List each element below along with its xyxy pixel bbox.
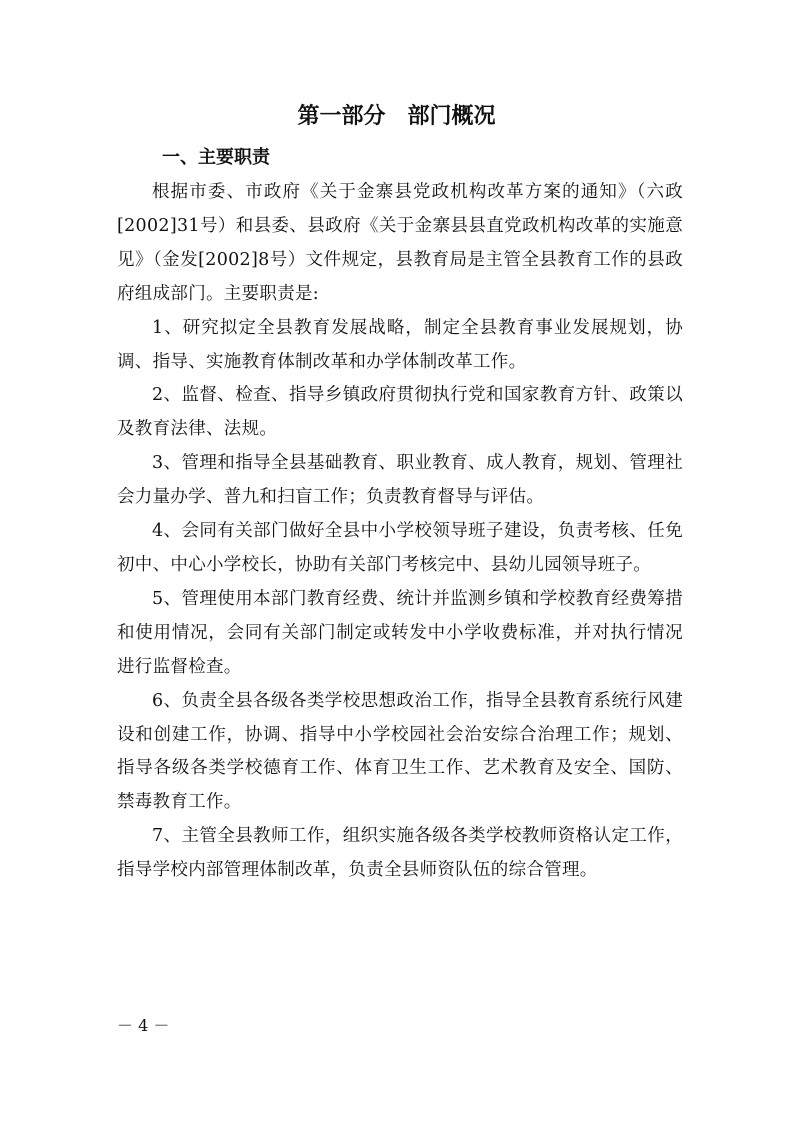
section-heading: 一、主要职责: [162, 147, 270, 168]
page-number: － 4 －: [117, 1016, 170, 1035]
intro-paragraph: 根据市委、市政府《关于金寨县党政机构改革方案的通知》（六政[2002]31号）和县委、县政府《关于金寨县县直党政机构改革的实施意见》（金发[2002]8号）文件规定，县教育局是主管全县教育工作的县政府组成部门。主要职责是:: [117, 182, 683, 304]
duty-paragraph-7: 7、主管全县教师工作，组织实施各级各类学校教师资格认定工作，指导学校内部管理体制改革，负责全县师资队伍的综合管理。: [117, 826, 683, 881]
duty-paragraph-6: 6、负责全县各级各类学校思想政治工作，指导全县教育系统行风建设和创建工作，协调、指导中小学校园社会治安综合治理工作；规划、指导各级各类学校德育工作、体育卫生工作、艺术教育及安全、国防、禁毒教育工作。: [117, 690, 683, 813]
duty-paragraph-1: 1、研究拟定全县教育发展战略，制定全县教育事业发展规划，协调、指导、实施教育体制改革和办学体制改革工作。: [117, 317, 683, 372]
page-title: 第一部分 部门概况: [297, 104, 496, 129]
document-body: [117, 176, 683, 888]
duty-paragraph-3: 3、管理和指导全县基础教育、职业教育、成人教育，规划、管理社会力量办学、普九和扫盲工作；负责教育督导与评估。: [117, 453, 683, 508]
duty-paragraph-4: 4、会同有关部门做好全县中小学校领导班子建设，负责考核、任免初中、中心小学校长，协助有关部门考核完中、县幼儿园领导班子。: [117, 521, 683, 575]
duty-paragraph-5: 5、管理使用本部门教育经费、统计并监测乡镇和学校教育经费筹措和使用情况，会同有关部门制定或转发中小学收费标准，并对执行情况进行监督检查。: [117, 588, 683, 677]
duty-paragraph-2: 2、监督、检查、指导乡镇政府贯彻执行党和国家教育方针、政策以及教育法律、法规。: [117, 385, 683, 440]
